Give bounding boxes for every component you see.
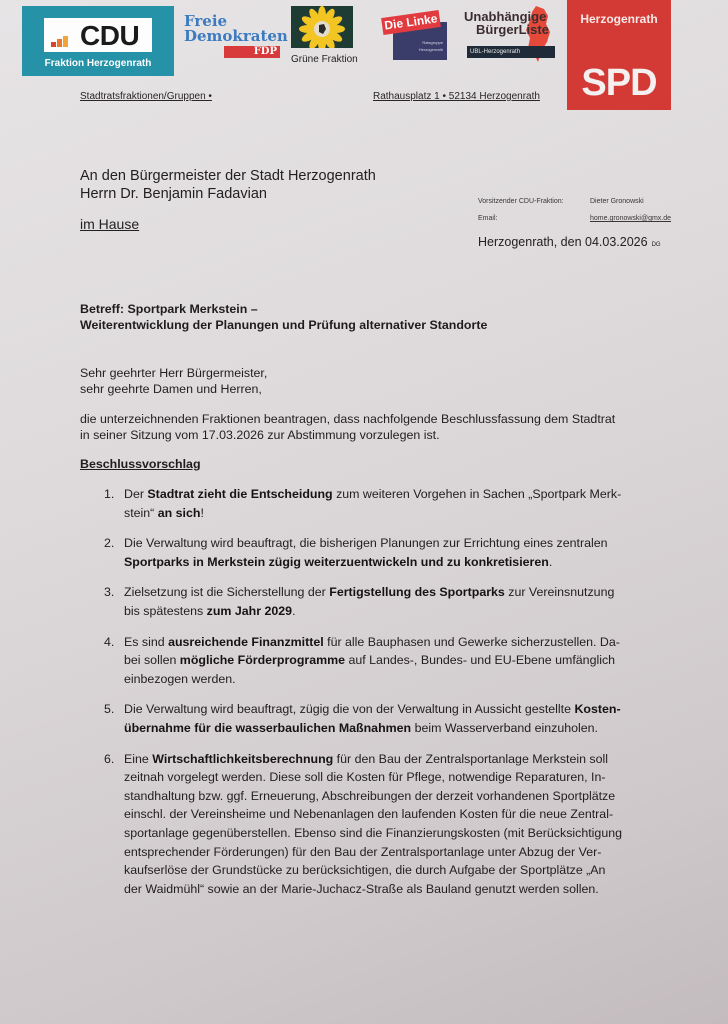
fdp-logo-line1: Freie (184, 12, 228, 30)
emphasis-text: Sportparks in Merkstein zügig weiterzuentwickeln und zu konkretisieren (124, 554, 549, 569)
body-text: sportanlage gegenüberstellen. Ebenso sind die Finanzierungskosten (mit Berücksichtigung (124, 825, 622, 840)
proposal-heading: Beschlussvorschlag (80, 457, 201, 471)
ubl-logo-line1: Unabhängige (464, 9, 547, 24)
emphasis-text: Kosten- (574, 702, 621, 717)
cdu-bars-icon (51, 36, 68, 47)
body-text: stein“ (124, 505, 158, 520)
gruene-logo-caption: Grüne Fraktion (291, 54, 358, 65)
salutation (80, 366, 267, 397)
proposal-item-text (124, 534, 694, 571)
proposal-list (104, 485, 694, 910)
linke-logo (382, 6, 448, 60)
emphasis-text: übernahme für die wasserbaulichen Maßnahmen (124, 720, 412, 735)
recipient-address (80, 167, 376, 203)
proposal-item-number: 3. (104, 585, 115, 600)
body-text: Es sind (124, 634, 169, 649)
body-text: Eine (124, 751, 153, 766)
cdu-logo-panel (44, 18, 152, 52)
body-text: ! (200, 505, 204, 520)
body-text: Zielsetzung ist die Sicherstellung der (124, 585, 330, 600)
body-text: . (548, 554, 553, 569)
fdp-logo (184, 12, 288, 62)
recipient-line-2: Herrn Dr. Benjamin Fadavian (80, 186, 267, 202)
emphasis-text: mögliche Förderprogramme (179, 653, 346, 668)
proposal-item (104, 700, 694, 737)
sunflower-icon (291, 6, 353, 48)
emphasis-text: ausreichende Finanzmittel (168, 634, 324, 649)
date-text: Herzogenrath, den 04.03.2026 (478, 235, 648, 249)
proposal-item (104, 534, 694, 571)
body-text: . (292, 603, 296, 618)
date-initials: DG (651, 242, 661, 248)
spd-logo (567, 0, 671, 110)
spd-logo-text: SPD (581, 62, 657, 104)
body-text: der Waidmühl“ sowie an der Marie-Juchacz-Straße als Bauland genutzt werden sollen. (124, 881, 599, 896)
letterhead-address: Rathausplatz 1 • 52134 Herzogenrath (373, 91, 540, 102)
body-text: zum weiteren Vorgehen in Sachen „Sportpark Merk- (332, 487, 622, 501)
sender-role-value: Dieter Gronowski (590, 198, 644, 205)
cdu-logo-text: CDU (80, 20, 140, 51)
body-text: Die Verwaltung wird beauftragt, die bisherigen Planungen zur Errichtung eines zentralen (124, 536, 608, 551)
body-text: einschl. der Vereinsheime und Nebenanlagen den laufenden Kosten für die neue Zentral- (124, 807, 614, 822)
date-line (478, 235, 661, 249)
cdu-logo (22, 6, 174, 76)
recipient-line-1: An den Bürgermeister der Stadt Herzogenrath (80, 168, 376, 184)
proposal-item (104, 485, 694, 522)
emphasis-text: Stadtrat zieht die Entscheidung (147, 487, 333, 501)
cdu-logo-subtitle: Fraktion Herzogenrath (44, 58, 152, 69)
intro-line-1: die unterzeichnenden Fraktionen beantragen, dass nachfolgende Beschlussfassung dem Stadtrat (80, 412, 616, 426)
proposal-item-number: 5. (104, 702, 115, 717)
body-text: bis spätestens (124, 603, 207, 618)
body-text: zur Vereinsnutzung (504, 585, 615, 600)
subject-line-2: Weiterentwicklung der Planungen und Prüfung alternativer Standorte (80, 317, 488, 332)
body-text: kaufserlöse der Grundstücke zu berücksichtigen, die durch Aufgabe der Sportplätze „An (124, 863, 606, 878)
body-text: auf Landes-, Bundes- und EU-Ebene umfänglich (345, 653, 616, 668)
body-text: entsprechender Förderungen) für den Bau der Zentralsportanlage unter Abzug der Ver- (124, 844, 602, 859)
sender-info (478, 198, 708, 232)
proposal-item-text (124, 485, 694, 522)
body-text: einbezogen werden. (124, 671, 236, 686)
body-text: für alle Bauphasen und Gewerke sicherzustellen. Da- (323, 634, 620, 649)
proposal-item (104, 750, 694, 899)
proposal-item-text (124, 750, 694, 899)
proposal-item-number: 2. (104, 536, 115, 551)
emphasis-text: Wirtschaftlichkeitsberechnung (152, 751, 334, 766)
linke-logo-sub-1: Ratsgruppe (422, 40, 443, 45)
salutation-line-1: Sehr geehrter Herr Bürgermeister, (80, 366, 268, 380)
recipient-location: im Hause (80, 216, 140, 232)
ubl-logo (464, 6, 558, 62)
fdp-logo-line2: Demokraten (184, 27, 288, 45)
emphasis-text: Fertigstellung des Sportparks (329, 585, 505, 600)
sender-email-link[interactable]: home.gronowski@gmx.de (590, 215, 672, 222)
body-text: für den Bau der Zentralsportanlage Merkstein soll (333, 751, 609, 766)
proposal-item-text (124, 583, 694, 620)
linke-logo-sub-2: Herzogenrath (418, 47, 443, 52)
body-text: bei sollen (124, 653, 180, 668)
letterhead-groups: Stadtratsfraktionen/Gruppen • (80, 91, 212, 102)
body-text: beim Wasserverband einzuholen. (411, 720, 599, 735)
proposal-item (104, 633, 694, 689)
body-text: zeitnah vorgelegt werden. Diese soll die Kosten für Pflege, notwendige Reparaturen, In- (124, 770, 606, 785)
proposal-item-text (124, 700, 694, 737)
sender-role-label: Vorsitzender CDU-Fraktion: (478, 198, 564, 205)
emphasis-text: zum Jahr 2029 (206, 603, 293, 618)
fdp-logo-tag: FDP (224, 46, 280, 58)
body-text: Die Verwaltung wird beauftragt, zügig die von der Verwaltung in Aussicht gestellte (124, 702, 575, 717)
intro-paragraph (80, 412, 700, 443)
ubl-logo-line2: BürgerListe (476, 22, 549, 37)
spd-logo-city: Herzogenrath (580, 12, 658, 26)
body-text: standhaltung bzw. ggf. Erneuerung, Abschreibungen der derzeit vorhandenen Sportplätze (124, 788, 616, 803)
intro-line-2: in seiner Sitzung vom 17.03.2026 zur Abstimmung vorzulegen ist. (80, 427, 440, 442)
subject-line-1: Betreff: Sportpark Merkstein – (80, 302, 258, 316)
proposal-item-number: 6. (104, 751, 115, 766)
sender-email-label: Email: (478, 215, 498, 222)
emphasis-text: an sich (157, 505, 201, 520)
proposal-item-number: 1. (104, 487, 115, 501)
salutation-line-2: sehr geehrte Damen und Herren, (80, 381, 262, 396)
gruene-logo (291, 6, 373, 66)
proposal-item-text (124, 633, 694, 689)
proposal-item (104, 583, 694, 620)
ubl-logo-bar: UBL-Herzogenrath (467, 46, 555, 58)
linke-logo-text: Die Linke (381, 10, 441, 35)
body-text: Der (124, 487, 148, 501)
proposal-item-number: 4. (104, 634, 115, 649)
subject (80, 302, 487, 333)
